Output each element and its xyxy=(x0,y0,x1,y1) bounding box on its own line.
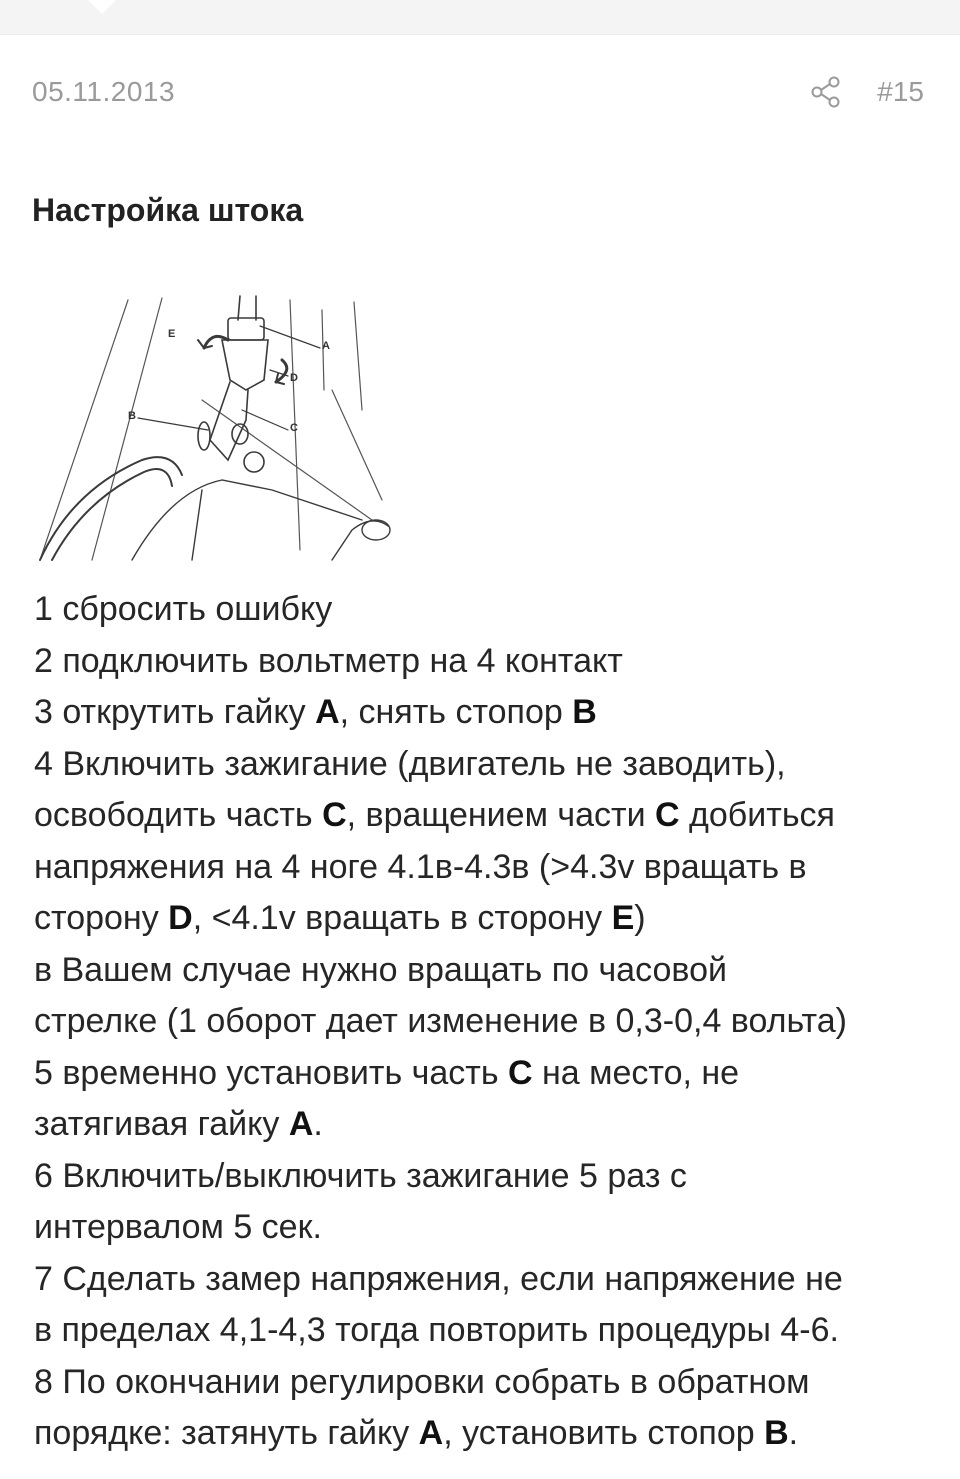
instruction-line xyxy=(34,842,934,894)
post-number-link[interactable]: #15 xyxy=(877,76,924,107)
part-label: A xyxy=(288,1105,314,1143)
line-text: , снять стопор xyxy=(339,693,573,731)
line-text: . xyxy=(313,1105,323,1143)
line-text: . xyxy=(788,1414,799,1452)
part-label: A xyxy=(418,1414,444,1452)
line-text: , установить стопор xyxy=(443,1414,765,1452)
instruction-line xyxy=(34,1151,934,1203)
instruction-line xyxy=(34,1254,934,1306)
instruction-line xyxy=(34,945,934,997)
line-text: 1 сбросить ошибку xyxy=(34,590,333,628)
instruction-list xyxy=(34,584,934,1460)
instruction-line xyxy=(34,739,934,791)
part-label: B xyxy=(572,693,597,731)
instruction-line xyxy=(34,1048,934,1100)
part-label: B xyxy=(764,1414,789,1452)
instruction-line xyxy=(34,893,934,945)
line-text: освободить часть xyxy=(34,796,323,834)
part-label: A xyxy=(315,693,340,731)
instruction-line xyxy=(34,1305,934,1357)
callout-label-e: E xyxy=(168,328,176,340)
part-label: D xyxy=(168,899,193,937)
part-label: C xyxy=(322,796,347,834)
line-text: 5 временно установить часть xyxy=(34,1053,508,1092)
line-text: стрелке (1 оборот дает изменение в 0,3-0,4 вольта) xyxy=(34,1002,847,1040)
instruction-line xyxy=(34,1099,934,1151)
line-text: сторону xyxy=(34,899,169,937)
line-text: 3 открутить гайку xyxy=(34,693,316,731)
line-text: порядке: затянуть гайку xyxy=(34,1414,419,1452)
line-text: добиться xyxy=(679,796,835,834)
top-strip xyxy=(0,0,960,35)
line-text: 6 Включить/выключить зажигание 5 раз с xyxy=(34,1156,687,1195)
callout-label-a: A xyxy=(322,340,330,352)
part-label: C xyxy=(507,1053,533,1092)
instruction-line xyxy=(34,996,934,1048)
line-text: ) xyxy=(634,899,646,937)
post-date: 05.11.2013 xyxy=(32,76,176,107)
line-text: , <4.1v вращать в сторону xyxy=(192,899,612,937)
line-text: интервалом 5 сек. xyxy=(34,1208,322,1246)
line-text: напряжения на 4 ноге 4.1в-4.3в (>4.3v вращать в xyxy=(34,847,807,886)
post-title: Настройка штока xyxy=(32,192,304,228)
part-label: C xyxy=(655,796,680,834)
line-text: , вращением части xyxy=(346,796,656,834)
line-text: 4 Включить зажигание (двигатель не заводить), xyxy=(34,744,786,783)
instruction-line xyxy=(34,1408,934,1460)
callout-label-d: D xyxy=(290,372,298,384)
instruction-line xyxy=(34,1202,934,1254)
instruction-line xyxy=(34,790,934,842)
line-text: в Вашем случае нужно вращать по часовой xyxy=(34,950,727,989)
line-text: затягивая гайку xyxy=(34,1105,289,1143)
instruction-line xyxy=(34,584,934,636)
callout-label-b: B xyxy=(128,410,136,422)
line-text: 7 Сделать замер напряжения, если напряжение не xyxy=(34,1259,843,1298)
post-meta xyxy=(32,72,924,112)
instruction-line xyxy=(34,636,934,688)
line-text: на место, не xyxy=(532,1053,740,1092)
line-text: в пределах 4,1-4,3 тогда повторить процедуры 4-6. xyxy=(34,1311,839,1349)
adjustment-diagram xyxy=(32,290,400,570)
part-label: E xyxy=(611,899,635,937)
line-text: 2 подключить вольтметр на 4 контакт xyxy=(34,641,623,680)
tab-corner xyxy=(88,0,116,14)
callout-label-c: C xyxy=(290,422,298,434)
share-icon[interactable] xyxy=(808,74,844,110)
instruction-line xyxy=(34,1357,934,1409)
line-text: 8 По окончании регулировки собрать в обратном xyxy=(34,1362,810,1401)
instruction-line xyxy=(34,687,934,739)
